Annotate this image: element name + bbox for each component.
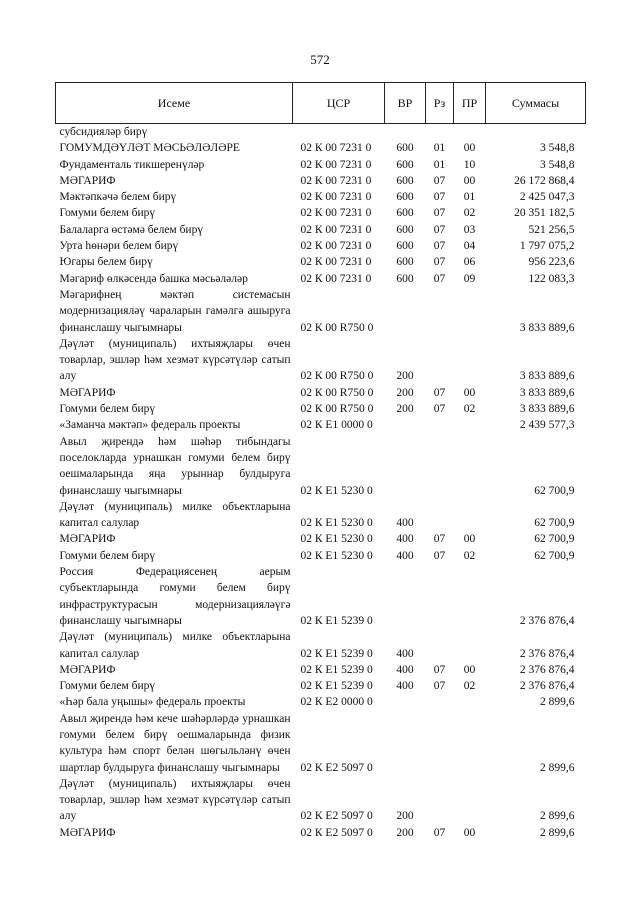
rz-cell: 07 <box>433 191 446 204</box>
vr-cell: 600 <box>396 256 414 269</box>
table-row <box>56 238 586 254</box>
csr-cell: 02 К Е2 5097 0 <box>300 810 373 823</box>
sum-cell: 2 376 876,4 <box>519 614 575 627</box>
table-row <box>56 271 586 287</box>
pr-cell <box>454 287 486 336</box>
table-row <box>56 548 586 564</box>
pr-cell <box>454 336 486 385</box>
rz-cell <box>426 417 454 433</box>
table-row <box>56 711 586 776</box>
rz-cell: 07 <box>433 223 446 236</box>
name-cell: МӘГАРИФ <box>59 174 116 187</box>
rz-cell: 07 <box>433 549 446 562</box>
csr-cell: 02 К 00 R750 0 <box>300 386 374 399</box>
sum-cell: 2 899,6 <box>540 761 575 774</box>
vr-cell: 600 <box>396 207 414 220</box>
vr-cell <box>385 417 426 433</box>
vr-cell: 400 <box>396 549 414 562</box>
sum-cell: 2 899,6 <box>540 810 575 823</box>
table-row <box>56 531 586 547</box>
sum-cell: 3 548,8 <box>540 158 575 171</box>
table-row <box>56 140 586 156</box>
sum-cell: 26 172 868,4 <box>514 174 575 187</box>
vr-cell: 600 <box>396 223 414 236</box>
sum-cell: 62 700,9 <box>534 549 575 562</box>
csr-cell: 02 К Е1 5239 0 <box>300 614 373 627</box>
pr-cell: 00 <box>463 174 476 187</box>
sum-cell: 2 425 047,3 <box>519 191 575 204</box>
pr-cell <box>454 434 486 499</box>
pr-cell: 02 <box>463 403 476 416</box>
header-csr: ЦСР <box>293 83 385 124</box>
vr-cell: 200 <box>396 370 414 383</box>
header-name: Исеме <box>56 83 293 124</box>
vr-cell: 600 <box>396 158 414 171</box>
name-cell: Россия Федерациясенең аерым субъектларында гомуми белем бирү инфраструктурасын модернизацияләүгә финанслашу чыгымнары <box>59 566 291 627</box>
rz-cell: 07 <box>433 240 446 253</box>
rz-cell: 07 <box>433 826 446 839</box>
sum-cell: 3 833 889,6 <box>519 403 575 416</box>
vr-cell <box>385 711 426 776</box>
name-cell: Дәүләт (муниципаль) милке объектларына капитал салулар <box>59 500 291 530</box>
name-cell: Авыл җирендә һәм шәһәр тибындагы поселокларда урнашкан гомуми белем бирү оешмаларында яңа урыннар булдыруга финанслашу чыгымнары <box>59 435 291 497</box>
rz-cell: 07 <box>433 207 446 220</box>
name-cell: Мәктәпкәчә белем бирү <box>59 191 177 204</box>
name-cell: «Һәр бала уңышы» федераль проекты <box>59 696 246 709</box>
csr-cell: 02 К 00 7231 0 <box>300 142 372 155</box>
sum-cell: 956 223,6 <box>528 256 575 269</box>
vr-cell: 600 <box>396 240 414 253</box>
csr-cell: 02 К 00 7231 0 <box>300 191 372 204</box>
table-row <box>56 157 586 173</box>
pr-cell <box>454 629 486 662</box>
vr-cell: 600 <box>396 174 414 187</box>
pr-cell: 00 <box>463 533 476 546</box>
csr-cell: 02 К Е1 5230 0 <box>300 484 373 497</box>
name-cell: Гомуми белем бирү <box>59 207 156 220</box>
budget-table <box>55 82 586 841</box>
pr-cell <box>454 499 486 532</box>
sum-cell: 2 899,6 <box>540 696 575 709</box>
pr-cell: 03 <box>463 223 476 236</box>
table-row <box>56 254 586 270</box>
table-row <box>56 205 586 221</box>
table-row <box>56 222 586 238</box>
sum-cell: 2 376 876,4 <box>519 663 575 676</box>
name-cell: «Заманча мәктәп» федераль проекты <box>59 419 241 432</box>
table-row <box>56 825 586 841</box>
rz-cell <box>426 499 454 532</box>
rz-cell <box>426 629 454 662</box>
table-row <box>56 662 586 678</box>
rz-cell: 07 <box>433 403 446 416</box>
table-row <box>56 678 586 694</box>
rz-cell <box>426 711 454 776</box>
rz-cell <box>426 124 454 141</box>
header-rz: Рз <box>426 83 454 124</box>
sum-cell <box>486 124 586 141</box>
csr-cell: 02 К Е1 5230 0 <box>300 549 373 562</box>
table-row <box>56 173 586 189</box>
rz-cell <box>426 776 454 825</box>
name-cell: Дәүләт (муниципаль) милке объектларына капитал салулар <box>59 631 291 660</box>
rz-cell: 07 <box>433 272 446 285</box>
csr-cell: 02 К 00 R750 0 <box>300 370 374 383</box>
sum-cell: 2 376 876,4 <box>519 680 575 693</box>
vr-cell: 600 <box>396 142 414 155</box>
csr-cell: 02 К Е2 5097 0 <box>300 826 373 839</box>
pr-cell: 10 <box>463 158 476 171</box>
sum-cell: 122 083,3 <box>528 272 575 285</box>
table-row <box>56 564 586 629</box>
pr-cell <box>454 564 486 629</box>
name-cell: Мәгарифнең мәктәп системасын модернизацияләү чараларын гамәлгә ашыруга финанслашу чыгымнары <box>59 288 291 334</box>
sum-cell: 2 376 876,4 <box>519 647 575 660</box>
csr-cell: 02 К 00 R750 0 <box>300 321 374 334</box>
rz-cell: 07 <box>433 256 446 269</box>
vr-cell: 200 <box>396 826 414 839</box>
csr-cell: 02 К Е1 5230 0 <box>300 533 373 546</box>
name-cell: Балаларга өстәмә белем бирү <box>59 223 204 236</box>
vr-cell: 400 <box>396 647 414 660</box>
pr-cell: 02 <box>463 207 476 220</box>
csr-cell: 02 К 00 7231 0 <box>300 223 372 236</box>
csr-cell: 02 К Е1 5239 0 <box>300 663 373 676</box>
page-number: 572 <box>310 52 330 67</box>
rz-cell <box>426 287 454 336</box>
pr-cell: 00 <box>463 386 476 399</box>
csr-cell: 02 К Е1 5239 0 <box>300 647 373 660</box>
sum-cell: 521 256,5 <box>528 223 575 236</box>
pr-cell: 00 <box>463 142 476 155</box>
pr-cell <box>454 694 486 710</box>
pr-cell <box>454 711 486 776</box>
vr-cell <box>385 564 426 629</box>
rz-cell: 07 <box>433 680 446 693</box>
table-row <box>56 189 586 205</box>
sum-cell: 2 899,6 <box>540 826 575 839</box>
rz-cell: 07 <box>433 386 446 399</box>
name-cell: МӘГАРИФ <box>59 826 116 839</box>
table-row <box>56 124 586 141</box>
name-cell: Гомуми белем бирү <box>59 549 156 562</box>
csr-cell: 02 К Е2 0000 0 <box>300 696 373 709</box>
csr-cell: 02 К 00 7231 0 <box>300 272 372 285</box>
name-cell: Дәүләт (муниципаль) ихтыяҗлары өчен товарлар, эшләр һәм хезмәт күрсәтүләр сатып алу <box>59 337 291 383</box>
table-row <box>56 499 586 532</box>
table-header <box>56 83 586 124</box>
vr-cell: 400 <box>396 680 414 693</box>
table-row <box>56 417 586 433</box>
pr-cell: 04 <box>463 240 476 253</box>
name-cell: Дәүләт (муниципаль) ихтыяҗлары өчен товарлар, эшләр һәм хезмәт күрсәтүләр сатып алу <box>59 777 291 823</box>
rz-cell <box>426 336 454 385</box>
sum-cell: 3 833 889,6 <box>519 370 575 383</box>
rz-cell <box>426 434 454 499</box>
vr-cell <box>385 694 426 710</box>
csr-cell: 02 К 00 7231 0 <box>300 174 372 187</box>
csr-cell: 02 К 00 7231 0 <box>300 256 372 269</box>
table-row <box>56 434 586 499</box>
table-row <box>56 694 586 710</box>
csr-cell <box>293 124 385 141</box>
name-cell: Югары белем бирү <box>59 256 153 269</box>
sum-cell: 3 548,8 <box>540 142 575 155</box>
name-cell: МӘГАРИФ <box>59 663 116 676</box>
name-cell: Авыл җирендә һәм кече шәһәрләрдә урнашкан гомуми белем бирү оешмаларында физик культура һәм спорт белән шөгыльләнү өчен шартлар булдыруга финанслашу чыгымнары <box>59 712 291 774</box>
sum-cell: 62 700,9 <box>534 517 575 530</box>
table-row <box>56 287 586 336</box>
sum-cell: 62 700,9 <box>534 484 575 497</box>
name-cell: Гомуми белем бирү <box>59 680 156 693</box>
rz-cell: 01 <box>433 158 446 171</box>
rz-cell: 07 <box>433 174 446 187</box>
vr-cell: 600 <box>396 272 414 285</box>
name-cell: МӘГАРИФ <box>59 533 116 546</box>
name-cell: субсидияләр бирү <box>59 126 148 138</box>
name-cell: МӘГАРИФ <box>59 386 116 399</box>
csr-cell: 02 К 00 7231 0 <box>300 207 372 220</box>
pr-cell: 02 <box>463 549 476 562</box>
vr-cell: 400 <box>396 663 414 676</box>
name-cell: Фундаменталь тикшеренүләр <box>59 158 205 171</box>
rz-cell: 01 <box>433 142 446 155</box>
pr-cell: 01 <box>463 191 476 204</box>
pr-cell <box>454 776 486 825</box>
csr-cell: 02 К 00 7231 0 <box>300 240 372 253</box>
header-pr: ПР <box>454 83 486 124</box>
pr-cell: 06 <box>463 256 476 269</box>
table-row <box>56 629 586 662</box>
vr-cell <box>385 434 426 499</box>
csr-cell: 02 К Е1 5230 0 <box>300 517 373 530</box>
table-row <box>56 336 586 385</box>
csr-cell: 02 К 00 7231 0 <box>300 158 372 171</box>
csr-cell: 02 К Е2 5097 0 <box>300 761 373 774</box>
table-row <box>56 776 586 825</box>
vr-cell <box>385 287 426 336</box>
table-body <box>56 124 586 842</box>
sum-cell: 3 833 889,6 <box>519 386 575 399</box>
pr-cell: 09 <box>463 272 476 285</box>
pr-cell: 00 <box>463 663 476 676</box>
pr-cell: 00 <box>463 826 476 839</box>
sum-cell: 1 797 075,2 <box>519 240 575 253</box>
header-vr: ВР <box>385 83 426 124</box>
vr-cell: 200 <box>396 403 414 416</box>
table-row <box>56 401 586 417</box>
sum-cell: 20 351 182,5 <box>514 207 575 220</box>
table-row <box>56 385 586 401</box>
sum-cell: 3 833 889,6 <box>519 321 575 334</box>
rz-cell: 07 <box>433 663 446 676</box>
vr-cell: 200 <box>396 386 414 399</box>
pr-cell <box>454 124 486 141</box>
rz-cell <box>426 694 454 710</box>
name-cell: Мәгариф өлкәсендә башка мәсьәләләр <box>59 272 248 285</box>
csr-cell: 02 К 00 R750 0 <box>300 403 374 416</box>
vr-cell: 400 <box>396 517 414 530</box>
csr-cell: 02 К Е1 0000 0 <box>300 419 373 432</box>
name-cell: ГОМУМДӘҮЛӘТ МӘСЬӘЛӘЛӘРЕ <box>59 142 240 155</box>
pr-cell <box>454 417 486 433</box>
vr-cell: 400 <box>396 533 414 546</box>
name-cell: Урта һөнәри белем бирү <box>59 240 179 253</box>
rz-cell <box>426 564 454 629</box>
header-sum: Суммасы <box>486 83 586 124</box>
csr-cell: 02 К Е1 5239 0 <box>300 680 373 693</box>
pr-cell: 02 <box>463 680 476 693</box>
name-cell: Гомуми белем бирү <box>59 403 156 416</box>
sum-cell: 2 439 577,3 <box>519 419 575 432</box>
vr-cell: 200 <box>396 810 414 823</box>
vr-cell: 600 <box>396 191 414 204</box>
sum-cell: 62 700,9 <box>534 533 575 546</box>
rz-cell: 07 <box>433 533 446 546</box>
vr-cell <box>385 124 426 141</box>
